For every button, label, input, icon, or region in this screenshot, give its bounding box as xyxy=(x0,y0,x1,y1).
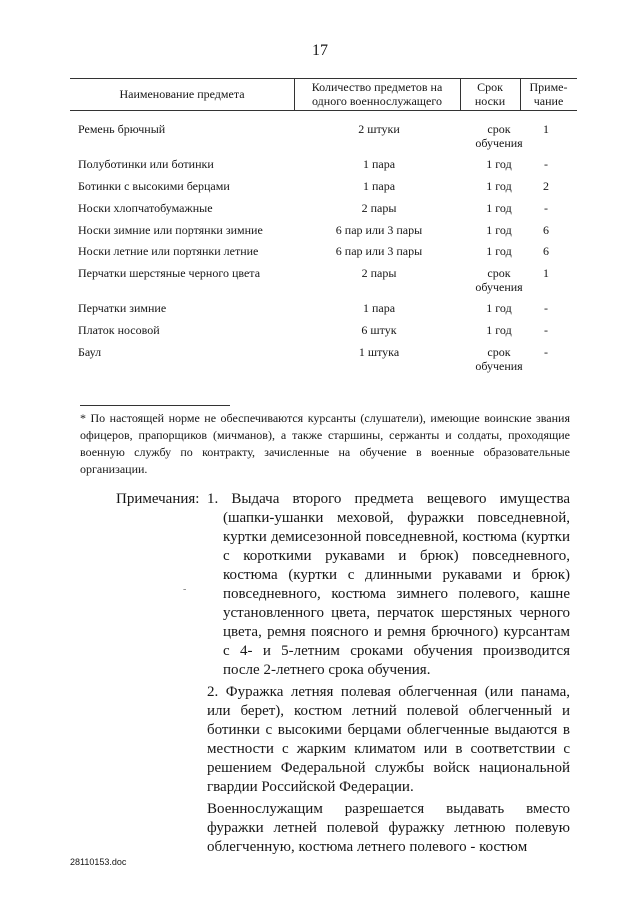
table-row xyxy=(70,323,577,345)
cell-term-line1: 1 год xyxy=(486,301,512,315)
cell-note: 2 xyxy=(543,179,549,193)
note-1: 1. Выдача второго предмета вещевого имущества (шапки-ушанки меховой, фуражки повседневной, куртки демисезонной повседневной, костюма (куртки с короткими рукавами и брюк) повседневного, костюма (куртки с длинными рукавами и брюк) повседневного, костюма зимнего полевого, кашне установленного цвета, перчаток шерстяных черного цвета, ремня поясного и ремня брючного) курсантам с 4- и 5-летним сроками обучения производится после 2-летнего срока обучения. xyxy=(207,491,570,678)
table-header-rule xyxy=(70,110,577,111)
header-quantity-line1: Количество предметов на xyxy=(311,80,443,94)
header-term xyxy=(460,80,520,108)
cell-note: - xyxy=(544,157,548,171)
cell-term xyxy=(460,223,538,237)
cell-term-line1: срок xyxy=(487,122,511,136)
footnote: * По настоящей норме не обеспечиваются курсанты (слушатели), имеющие воинские звания офицеров, прапорщиков (мичманов), а также старшины, сержанты и солдаты, проходящие военную службу по контракту, зачисленные на обучение в военные образовательные организации. xyxy=(80,411,570,476)
cell-note: 1 xyxy=(543,122,549,136)
table-row xyxy=(70,223,577,244)
page-number: 17 xyxy=(312,42,328,59)
cell-term-line1: 1 год xyxy=(486,201,512,215)
header-note xyxy=(520,80,577,108)
cell-note: - xyxy=(544,345,548,359)
file-name: 28110153.doc xyxy=(70,857,127,867)
header-term-line1: Срок xyxy=(477,80,503,94)
header-quantity-line2: одного военнослужащего xyxy=(312,94,442,108)
cell-term xyxy=(460,323,538,337)
margin-mark: - xyxy=(183,584,187,595)
cell-term xyxy=(460,301,538,315)
cell-note: - xyxy=(544,201,548,215)
cell-quantity: 1 пара xyxy=(362,179,396,193)
cell-term xyxy=(460,201,538,215)
table-row xyxy=(70,345,577,381)
table-row xyxy=(70,266,577,301)
header-note-line2: чание xyxy=(533,94,564,108)
cell-name: Ремень брючный xyxy=(78,122,166,136)
cell-term xyxy=(460,122,538,150)
cell-note: 6 xyxy=(543,244,549,258)
cell-term-line1: срок xyxy=(487,266,511,280)
cell-quantity: 2 пары xyxy=(361,266,397,280)
cell-term xyxy=(460,157,538,171)
cell-term-line1: 1 год xyxy=(486,179,512,193)
cell-term-line1: срок xyxy=(487,345,511,359)
cell-name: Носки хлопчатобумажные xyxy=(78,201,213,215)
cell-term-line1: 1 год xyxy=(486,157,512,171)
cell-name: Перчатки шерстяные черного цвета xyxy=(78,266,261,280)
cell-name: Перчатки зимние xyxy=(78,301,167,315)
cell-name: Баул xyxy=(78,345,102,359)
cell-quantity: 6 штук xyxy=(361,323,397,337)
cell-quantity: 1 пара xyxy=(362,157,396,171)
cell-term-line2: обучения xyxy=(475,359,523,373)
cell-quantity: 1 штука xyxy=(358,345,400,359)
cell-quantity: 6 пар или 3 пары xyxy=(335,244,423,258)
cell-quantity: 6 пар или 3 пары xyxy=(335,223,423,237)
table-row xyxy=(70,201,577,223)
cell-name: Полуботинки или ботинки xyxy=(78,157,214,171)
cell-name: Носки зимние или портянки зимние xyxy=(78,223,263,237)
table-row xyxy=(70,122,577,157)
note-2: 2. Фуражка летняя полевая облегченная (или панама, или берет), костюм летний полевой облегченный и ботинки с высокими берцами облегченные выдаются в местности с жарким климатом или в соответствии с решением Федеральной службы войск национальной гвардии Российской Федерации. xyxy=(207,684,570,795)
cell-name: Платок носовой xyxy=(78,323,160,337)
notes-block xyxy=(207,490,570,860)
cell-term-line1: 1 год xyxy=(486,323,512,337)
table-row xyxy=(70,244,577,266)
cell-note: - xyxy=(544,323,548,337)
table-header xyxy=(70,79,577,110)
header-note-line1: Приме- xyxy=(529,80,568,94)
footnote-rule xyxy=(80,405,230,406)
cell-term xyxy=(460,179,538,193)
cell-quantity: 2 штуки xyxy=(358,122,400,136)
clothing-norm-table xyxy=(70,78,577,373)
header-name: Наименование предмета xyxy=(119,87,245,101)
table-row xyxy=(70,157,577,179)
cell-quantity: 1 пара xyxy=(362,301,396,315)
note-3: Военнослужащим разрешается выдавать вместо фуражки летней полевой фуражку летнюю полевую облегченную, костюма летнего полевого - костюм xyxy=(207,801,570,855)
cell-term-line1: 1 год xyxy=(486,244,512,258)
cell-quantity: 2 пары xyxy=(361,201,397,215)
notes-label: Примечания: xyxy=(116,491,200,507)
cell-term xyxy=(460,266,538,294)
cell-note: 1 xyxy=(543,266,549,280)
cell-term-line2: обучения xyxy=(475,136,523,150)
cell-term xyxy=(460,244,538,258)
cell-term-line1: 1 год xyxy=(486,223,512,237)
cell-name: Ботинки с высокими берцами xyxy=(78,179,230,193)
cell-note: 6 xyxy=(543,223,549,237)
cell-note: - xyxy=(544,301,548,315)
cell-name: Носки летние или портянки летние xyxy=(78,244,259,258)
table-row xyxy=(70,179,577,201)
cell-term xyxy=(460,345,538,373)
cell-term-line2: обучения xyxy=(475,280,523,294)
header-quantity xyxy=(294,80,460,108)
header-term-line2: носки xyxy=(474,94,506,108)
table-row xyxy=(70,301,577,323)
